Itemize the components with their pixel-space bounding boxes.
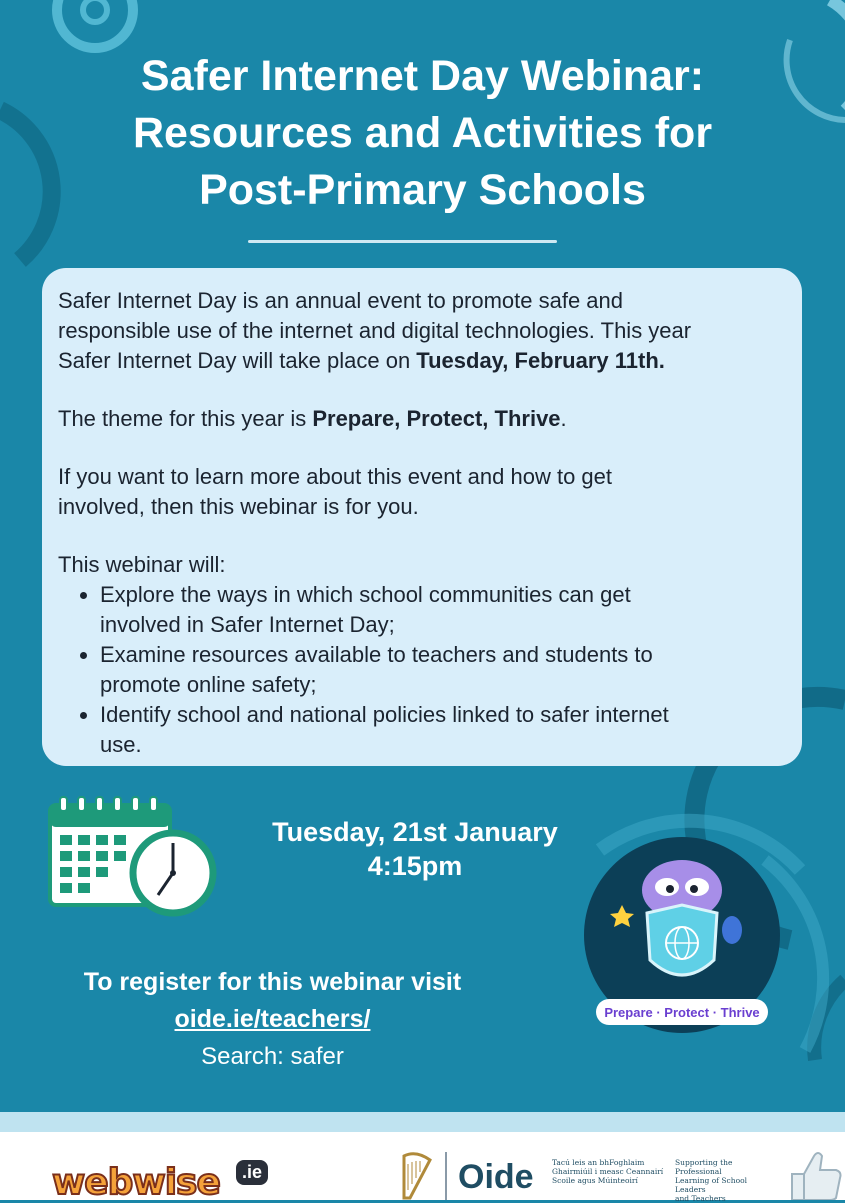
oide-tagline-english	[675, 1158, 765, 1203]
event-date: Tuesday, 21st January	[272, 817, 558, 847]
learn-more-line-2: involved, then this webinar is for you.	[58, 494, 419, 519]
logo-divider	[445, 1152, 447, 1200]
theme-paragraph	[58, 404, 772, 434]
theme-highlight: Prepare, Protect, Thrive	[312, 406, 561, 431]
title-line-2: Resources and Activities for	[132, 109, 713, 157]
webwise-tld: .ie	[236, 1160, 268, 1185]
mascot-shield-icon	[582, 825, 782, 1065]
learn-more-line-1: If you want to learn more about this event and how to get	[58, 464, 613, 489]
tagline-ga-3: Scoile agus Múinteoirí	[552, 1176, 638, 1185]
title-line-1: Safer Internet Day Webinar:	[140, 52, 705, 100]
intro-line-1: Safer Internet Day is an annual event to promote safe and	[58, 288, 624, 313]
webinar-points-list	[58, 580, 772, 760]
intro-line-2: responsible use of the internet and digital technologies. This year	[58, 318, 692, 343]
tagline-ga-1: Tacú leis an bhFoghlaim	[552, 1158, 645, 1167]
webwise-logo: webwise	[52, 1162, 220, 1203]
point-3-line-2: use.	[100, 732, 142, 757]
oide-tagline-irish	[552, 1158, 670, 1185]
register-link[interactable]: oide.ie/teachers/	[174, 1005, 371, 1033]
point-2-line-2: promote online safety;	[100, 672, 317, 697]
theme-suffix: .	[560, 406, 567, 431]
search-hint: Search: safer	[201, 1043, 344, 1070]
learn-more-paragraph	[58, 462, 772, 522]
point-1-line-1: Explore the ways in which school communities can get	[100, 582, 631, 607]
tagline-en-2: Learning of School Leaders	[675, 1176, 747, 1194]
oide-logo: Oide	[458, 1158, 534, 1196]
point-2-line-1: Examine resources available to teachers and students to	[100, 642, 653, 667]
list-item	[100, 640, 772, 700]
intro-paragraph	[58, 286, 772, 376]
footer	[0, 1132, 845, 1203]
theme-prefix: The theme for this year is	[58, 406, 313, 431]
point-3-line-1: Identify school and national policies linked to safer internet	[100, 702, 669, 727]
info-card	[42, 268, 802, 766]
footer-band	[0, 1112, 845, 1132]
title-divider	[248, 240, 557, 243]
list-item	[100, 580, 772, 640]
tagline-ga-2: Ghairmiúil i measc Ceannairí	[552, 1167, 664, 1176]
register-prompt: To register for this webinar visit	[83, 968, 462, 996]
event-time: 4:15pm	[367, 851, 463, 881]
point-1-line-2: involved in Safer Internet Day;	[100, 612, 395, 637]
page-title	[0, 48, 845, 219]
thumbs-up-icon[interactable]	[782, 1144, 842, 1200]
harp-icon	[396, 1150, 436, 1200]
tagline-en-1: Supporting the Professional	[675, 1158, 733, 1176]
register-section	[0, 965, 545, 1075]
tagline-en-3: and Teachers	[675, 1194, 726, 1203]
event-day-highlight: Tuesday, February 11th.	[416, 348, 665, 373]
title-line-3: Post-Primary Schools	[199, 166, 646, 214]
list-item	[100, 700, 772, 760]
intro-line-3: Safer Internet Day will take place on	[58, 348, 417, 373]
webinar-intro: This webinar will:	[58, 552, 226, 577]
mascot-badge: Prepare · Protect · Thrive	[604, 1005, 760, 1020]
